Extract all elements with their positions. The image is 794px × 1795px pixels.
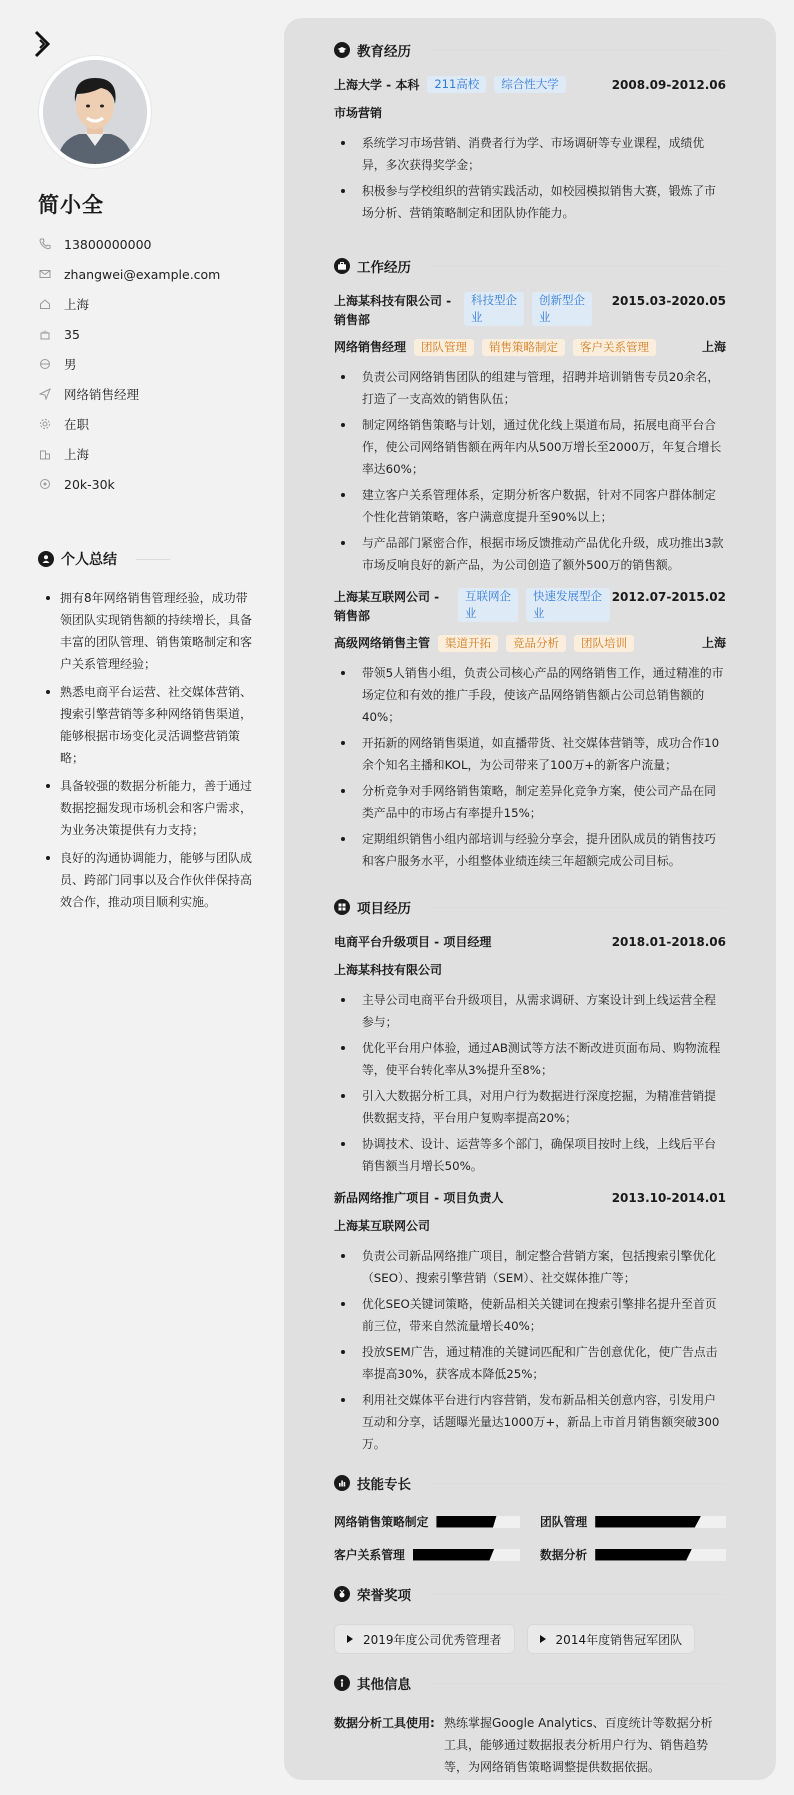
- city-icon: [38, 447, 52, 461]
- honors-section: [334, 1584, 726, 1654]
- role-tag: 客户关系管理: [573, 339, 656, 356]
- contact-info: [38, 229, 258, 499]
- awards-list: [334, 1624, 726, 1654]
- work-list: [334, 662, 726, 872]
- graduation-cap-icon: [334, 42, 350, 58]
- project-name: 新品网络推广项目 - 项目负责人: [334, 1191, 504, 1205]
- info-email: [38, 259, 258, 289]
- play-triangle-icon: [540, 1635, 546, 1643]
- list-item: 制定网络销售策略与计划，通过优化线上渠道布局，拓展电商平台合作，使公司网络销售额在两年内从500万增长至2000万，年复合增长率达60%；: [362, 414, 726, 480]
- logo-icon: [34, 30, 54, 60]
- work-header: [334, 256, 726, 276]
- skill-name: 客户关系管理: [334, 1548, 405, 1562]
- skill-bar-fill: [413, 1549, 494, 1561]
- work-location: 上海: [701, 636, 726, 650]
- project-org-name: 上海某互联网公司: [334, 1219, 431, 1233]
- skills-title: 技能专长: [357, 1477, 411, 1493]
- role-tag: 团队培训: [574, 635, 634, 652]
- honors-title: 荣誉奖项: [357, 1588, 411, 1604]
- skill-name: 团队管理: [540, 1515, 588, 1529]
- list-item: 引入大数据分析工具，对用户行为数据进行深度挖掘，为精准营销提供数据支持，平台用户复购率提高20%；: [362, 1085, 726, 1129]
- work-list: [334, 366, 726, 576]
- company-name: 上海某互联网公司 - 销售部: [334, 590, 440, 623]
- skill-item: [334, 1513, 520, 1530]
- work-entry-header: [334, 292, 726, 330]
- list-item: 带领5人销售小组，负责公司核心产品的网络销售工作，通过精准的市场定位和有效的推广手段，使该产品网络销售额占公司总销售额的40%；: [362, 662, 726, 728]
- skill-bar-fill: [595, 1549, 692, 1561]
- project-list: [334, 989, 726, 1177]
- work-entry-header: [334, 588, 726, 626]
- list-item: 与产品部门紧密合作，根据市场反馈推动产品优化升级，成功推出3款市场反响良好的新产品，为公司创造了额外500万的销售额。: [362, 532, 726, 576]
- profile-name: 简小全: [38, 193, 104, 217]
- education-list: [334, 132, 726, 224]
- project-entry-header: [334, 1189, 726, 1208]
- project-org-name: 上海某科技有限公司: [334, 963, 443, 977]
- role-tag: 销售策略制定: [482, 339, 565, 356]
- list-item: 优化SEO关键词策略，使新品相关关键词在搜索引擎排名提升至首页前三位，带来自然流量增长40%；: [362, 1293, 726, 1337]
- list-item: 拥有8年网络销售管理经验，成功带领团队实现销售额的持续增长，具备丰富的团队管理、销售策略制定和客户关系管理经验；: [52, 587, 258, 675]
- projects-header: [334, 897, 726, 917]
- project-list: [334, 1245, 726, 1455]
- honors-header: [334, 1584, 726, 1604]
- education-title: 教育经历: [357, 44, 411, 60]
- list-item: 积极参与学校组织的营销实践活动，如校园模拟销售大赛，锻炼了市场分析、营销策略制定和团队协作能力。: [362, 180, 726, 224]
- info-position-text: 网络销售经理: [64, 387, 140, 402]
- divider: [430, 907, 726, 908]
- work-date: 2015.03-2020.05: [611, 294, 726, 308]
- status-icon: [38, 417, 52, 431]
- role-name: 网络销售经理: [334, 340, 407, 354]
- projects-title: 项目经历: [357, 901, 411, 917]
- info-salary-text: 20k-30k: [64, 476, 115, 492]
- avatar: [39, 56, 151, 168]
- list-item: 主导公司电商平台升级项目，从需求调研、方案设计到上线运营全程参与；: [362, 989, 726, 1033]
- info-status-text: 在职: [64, 417, 90, 432]
- list-item: 开拓新的网络销售渠道，如直播带货、社交媒体营销等，成功合作10余个知名主播和KOL，为公司带来了100万+的新客户流量；: [362, 732, 726, 776]
- project-date: 2018.01-2018.06: [611, 935, 726, 949]
- major-name: 市场营销: [334, 106, 383, 120]
- school-tag: 211高校: [427, 76, 486, 93]
- education-entry-header: [334, 76, 726, 95]
- info-age: [38, 319, 258, 349]
- list-item: 良好的沟通协调能力，能够与团队成员、跨部门同事以及合作伙伴保持高效合作，推动项目顺利实施。: [52, 847, 258, 913]
- education-major: [334, 103, 726, 123]
- info-home-text: 上海: [64, 297, 90, 312]
- list-item: 熟悉电商平台运营、社交媒体营销、搜索引擎营销等多种网络销售渠道，能够根据市场变化灵活调整营销策略；: [52, 681, 258, 769]
- projects-section: [334, 897, 726, 1459]
- role-name: 高级网络销售主管: [334, 636, 431, 650]
- work-date: 2012.07-2015.02: [611, 590, 726, 604]
- list-item: 协调技术、设计、运营等多个部门，确保项目按时上线，上线后平台销售额当月增长50%。: [362, 1133, 726, 1177]
- list-item: 投放SEM广告，通过精准的关键词匹配和广告创意优化，使广告点击率提高30%，获客成本降低25%；: [362, 1341, 726, 1385]
- company-tag: 互联网企业: [458, 588, 518, 622]
- work-location: 上海: [701, 340, 726, 354]
- list-item: 负责公司网络销售团队的组建与管理，招聘并培训销售专员20余名，打造了一支高效的销售队伍；: [362, 366, 726, 410]
- award-item: [334, 1624, 515, 1654]
- summary-list: [38, 587, 258, 913]
- other-row: [334, 1712, 726, 1778]
- other-title: 其他信息: [357, 1677, 411, 1693]
- info-gender-text: 男: [64, 357, 77, 372]
- phone-icon: [38, 237, 52, 251]
- company-name: 上海某科技有限公司 - 销售部: [334, 294, 452, 327]
- award-name: 2014年度销售冠军团队: [555, 1632, 683, 1647]
- summary-header: [38, 549, 258, 569]
- info-icon: [334, 1675, 350, 1691]
- role-tag: 团队管理: [414, 339, 474, 356]
- summary-title: 个人总结: [61, 552, 117, 568]
- project-org: [334, 960, 726, 980]
- divider: [430, 50, 726, 51]
- skills-section: [334, 1473, 726, 1563]
- list-item: 负责公司新品网络推广项目，制定整合营销方案，包括搜索引擎优化（SEO）、搜索引擎营销（SEM）、社交媒体推广等；: [362, 1245, 726, 1289]
- info-age-text: 35: [64, 326, 80, 342]
- email-icon: [38, 267, 52, 281]
- divider: [430, 1683, 726, 1684]
- project-org: [334, 1216, 726, 1236]
- skill-bar: [436, 1516, 520, 1528]
- other-section: [334, 1673, 726, 1778]
- other-header: [334, 1673, 726, 1693]
- work-role-row: [334, 337, 726, 357]
- age-icon: [38, 327, 52, 341]
- info-phone-text: 13800000000: [64, 236, 152, 252]
- info-position: [38, 379, 258, 409]
- award-item: [527, 1624, 696, 1654]
- home-icon: [38, 297, 52, 311]
- skill-bar-fill: [436, 1516, 496, 1528]
- skills-grid: [334, 1513, 726, 1563]
- info-email-text: zhangwei@example.com: [64, 266, 221, 282]
- work-section: [334, 256, 726, 876]
- education-section: [334, 40, 726, 228]
- skill-bar-fill: [595, 1516, 701, 1528]
- school-tag: 综合性大学: [494, 76, 566, 93]
- skill-bar: [595, 1516, 726, 1528]
- salary-icon: [38, 477, 52, 491]
- play-triangle-icon: [347, 1635, 353, 1643]
- other-value: 熟练掌握Google Analytics、百度统计等数据分析工具，能够通过数据报表分析用户行为、销售趋势等，为网络销售策略调整提供数据依据。: [444, 1716, 713, 1774]
- company-tag: 快速发展型企业: [526, 588, 610, 622]
- info-salary: [38, 469, 258, 499]
- work-role-row: [334, 633, 726, 653]
- divider: [136, 559, 170, 560]
- skill-item: [540, 1546, 726, 1563]
- medal-icon: [334, 1586, 350, 1602]
- project-entry-header: [334, 933, 726, 952]
- grid-icon: [334, 899, 350, 915]
- list-item: 利用社交媒体平台进行内容营销，发布新品相关创意内容，引发用户互动和分享，话题曝光量达1000万+，新品上市首月销售额突破300万。: [362, 1389, 726, 1455]
- skill-name: 数据分析: [540, 1548, 588, 1562]
- info-city: [38, 439, 258, 469]
- avatar-photo: [43, 60, 147, 164]
- list-item: 优化平台用户体验，通过AB测试等方法不断改进页面布局、购物流程等，使平台转化率从3%提升至8%；: [362, 1037, 726, 1081]
- school-name: 上海大学 - 本科: [334, 78, 420, 92]
- person-icon: [38, 551, 54, 567]
- skill-name: 网络销售策略制定: [334, 1515, 429, 1529]
- divider: [430, 1594, 726, 1595]
- list-item: 建立客户关系管理体系，定期分析客户数据，针对不同客户群体制定个性化营销策略，客户满意度提升至90%以上；: [362, 484, 726, 528]
- list-item: 定期组织销售小组内部培训与经验分享会，提升团队成员的销售技巧和客户服务水平，小组整体业绩连续三年超额完成公司目标。: [362, 828, 726, 872]
- skill-item: [540, 1513, 726, 1530]
- company-tag: 创新型企业: [532, 292, 592, 326]
- project-date: 2013.10-2014.01: [611, 1191, 726, 1205]
- target-position-icon: [38, 387, 52, 401]
- info-status: [38, 409, 258, 439]
- divider: [430, 266, 726, 267]
- bar-chart-icon: [334, 1475, 350, 1491]
- skills-header: [334, 1473, 726, 1493]
- other-label: 数据分析工具使用:: [334, 1716, 435, 1730]
- info-gender: [38, 349, 258, 379]
- list-item: 系统学习市场营销、消费者行为学、市场调研等专业课程，成绩优异，多次获得奖学金；: [362, 132, 726, 176]
- work-title: 工作经历: [357, 260, 411, 276]
- education-header: [334, 40, 726, 60]
- company-tag: 科技型企业: [464, 292, 524, 326]
- summary-section: [38, 549, 258, 919]
- award-name: 2019年度公司优秀管理者: [363, 1632, 502, 1647]
- info-city-text: 上海: [64, 447, 90, 462]
- info-home: [38, 289, 258, 319]
- info-phone: [38, 229, 258, 259]
- list-item: 分析竞争对手网络销售策略，制定差异化竞争方案，使公司产品在同类产品中的市场占有率提升15%；: [362, 780, 726, 824]
- role-tag: 渠道开拓: [438, 635, 498, 652]
- briefcase-icon: [334, 258, 350, 274]
- skill-item: [334, 1546, 520, 1563]
- list-item: 具备较强的数据分析能力，善于通过数据挖掘发现市场机会和客户需求，为业务决策提供有力支持；: [52, 775, 258, 841]
- role-tag: 竞品分析: [506, 635, 566, 652]
- project-name: 电商平台升级项目 - 项目经理: [334, 935, 492, 949]
- gender-icon: [38, 357, 52, 371]
- skill-bar: [413, 1549, 520, 1561]
- skill-bar: [595, 1549, 726, 1561]
- divider: [430, 1483, 726, 1484]
- education-date: 2008.09-2012.06: [611, 78, 726, 92]
